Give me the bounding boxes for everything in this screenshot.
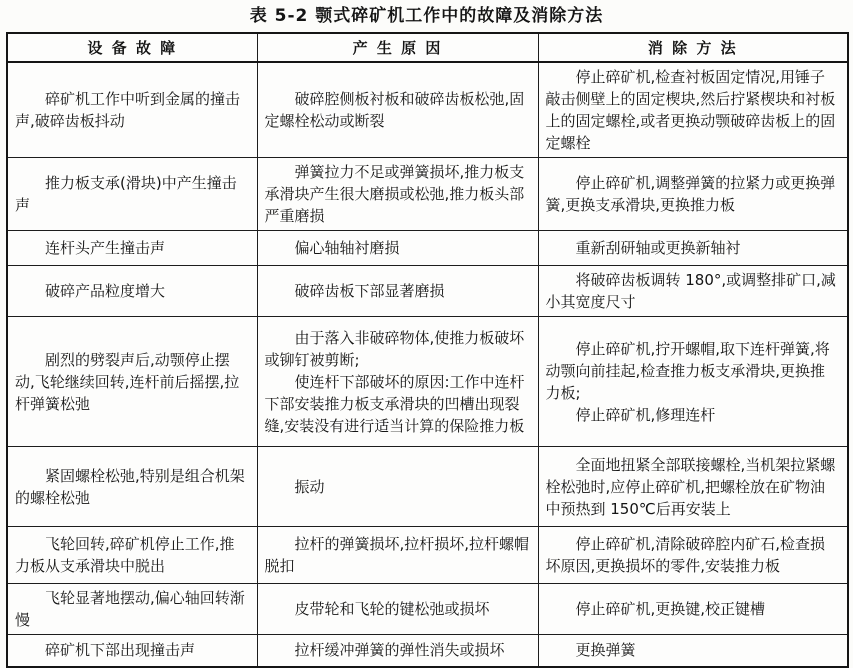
table-title: 表 5-2 颚式碎矿机工作中的故障及消除方法 — [249, 6, 604, 26]
cell-paragraph: 皮带轮和飞轮的键松弛或损坏 — [294, 600, 490, 618]
cell-fault — [7, 635, 257, 667]
cell-paragraph: 拉杆的弹簧损坏,拉杆损坏,拉杆螺帽脱扣 — [264, 535, 530, 575]
cell-paragraph: 停止碎矿机,修理连杆 — [575, 405, 716, 424]
table-row — [7, 447, 848, 527]
fault-table — [6, 32, 849, 668]
table-body — [7, 62, 848, 667]
cell-fault — [7, 158, 257, 231]
table-row — [7, 158, 848, 231]
cell-paragraph: 拉杆缓冲弹簧的弹性消失或损坏 — [294, 641, 505, 660]
cell-paragraph: 弹簧拉力不足或弹簧损坏,推力板支承滑块产生很大磨损或松弛,推力板头部严重磨损 — [264, 163, 525, 225]
header-remedy: 消 除 方 法 — [538, 33, 848, 62]
cell-paragraph: 停止碎矿机,调整弹簧的拉紧力或更换弹簧,更换支承滑块,更换推力板 — [545, 174, 836, 214]
cell-remedy — [538, 527, 848, 584]
cell-fault — [7, 527, 257, 584]
cell-paragraph: 将破碎齿板调转 180°,或调整排矿口,减小其宽度尺寸 — [545, 271, 836, 311]
cell-paragraph: 破碎齿板下部显著磨损 — [294, 282, 445, 300]
header-equipment-fault: 设 备 故 障 — [7, 33, 257, 62]
cell-remedy — [538, 266, 848, 317]
table-header-row — [7, 33, 848, 62]
cell-fault — [7, 231, 257, 266]
cell-paragraph: 推力板支承(滑块)中产生撞击声 — [15, 174, 237, 214]
cell-paragraph: 剧烈的劈裂声后,动颚停止摆动,飞轮继续回转,连杆前后摇摆,拉杆弹簧松弛 — [15, 350, 240, 413]
cell-paragraph: 停止碎矿机,检查衬板固定情况,用锤子敲击侧壁上的固定楔块,然后拧紧楔块和衬板上的固定螺栓,或者更换动颚破碎齿板上的固定螺栓 — [545, 68, 836, 152]
cell-remedy — [538, 635, 848, 667]
cell-remedy — [538, 584, 848, 635]
table-row — [7, 584, 848, 635]
cell-remedy — [538, 231, 848, 266]
cell-paragraph: 振动 — [294, 477, 325, 496]
cell-paragraph: 碎矿机工作中听到金属的撞击声,破碎齿板抖动 — [15, 90, 241, 130]
cell-paragraph: 偏心轴轴衬磨损 — [294, 239, 400, 257]
table-row — [7, 635, 848, 667]
cell-cause — [257, 62, 538, 158]
cell-cause — [257, 317, 538, 447]
cell-fault — [7, 584, 257, 635]
header-cause: 产 生 原 因 — [257, 33, 538, 62]
table-row — [7, 317, 848, 447]
cell-cause — [257, 231, 538, 266]
table-row — [7, 62, 848, 158]
cell-cause — [257, 635, 538, 667]
cell-cause — [257, 266, 538, 317]
cell-cause — [257, 447, 538, 527]
cell-paragraph: 连杆头产生撞击声 — [45, 239, 166, 257]
cell-fault — [7, 317, 257, 447]
cell-paragraph: 停止碎矿机,拧开螺帽,取下连杆弹簧,将动颚向前挂起,检查推力板支承滑块,更换推力板; — [545, 339, 830, 402]
cell-paragraph: 由于落入非破碎物体,使推力板破坏或铆钉被剪断; — [264, 328, 525, 369]
cell-cause — [257, 527, 538, 584]
cell-paragraph: 飞轮显著地摆动,偏心轴回转渐慢 — [15, 589, 245, 629]
cell-paragraph: 飞轮回转,碎矿机停止工作,推力板从支承滑块中脱出 — [15, 535, 235, 575]
cell-paragraph: 破碎产品粒度增大 — [45, 282, 166, 300]
cell-fault — [7, 447, 257, 527]
cell-paragraph: 紧固螺栓松弛,特别是组合机架的螺栓松弛 — [15, 466, 245, 507]
cell-paragraph: 重新刮研轴或更换新轴衬 — [575, 239, 741, 257]
cell-remedy — [538, 62, 848, 158]
cell-paragraph: 更换弹簧 — [575, 641, 636, 660]
cell-paragraph: 使连杆下部破坏的原因:工作中连杆下部安装推力板支承滑块的凹槽出现裂缝,安装没有进行适当计算的保险推力板 — [264, 372, 525, 435]
cell-paragraph: 停止碎矿机,清除破碎腔内矿石,检查损坏原因,更换损坏的零件,安装推力板 — [545, 535, 826, 575]
scanned-document-page — [0, 4, 853, 660]
cell-fault — [7, 62, 257, 158]
cell-paragraph: 全面地扭紧全部联接螺栓,当机架拉紧螺栓松弛时,应停止碎矿机,把螺栓放在矿物油中预热到 150℃后再安装上 — [545, 455, 836, 518]
cell-remedy — [538, 447, 848, 527]
cell-cause — [257, 158, 538, 231]
table-row — [7, 266, 848, 317]
cell-paragraph: 碎矿机下部出现撞击声 — [45, 641, 196, 660]
cell-remedy — [538, 158, 848, 231]
cell-remedy — [538, 317, 848, 447]
cell-fault — [7, 266, 257, 317]
table-row — [7, 231, 848, 266]
cell-paragraph: 破碎腔侧板衬板和破碎齿板松弛,固定螺栓松动或断裂 — [264, 90, 525, 130]
table-row — [7, 527, 848, 584]
cell-cause — [257, 584, 538, 635]
cell-paragraph: 停止碎矿机,更换键,校正键槽 — [575, 600, 766, 618]
